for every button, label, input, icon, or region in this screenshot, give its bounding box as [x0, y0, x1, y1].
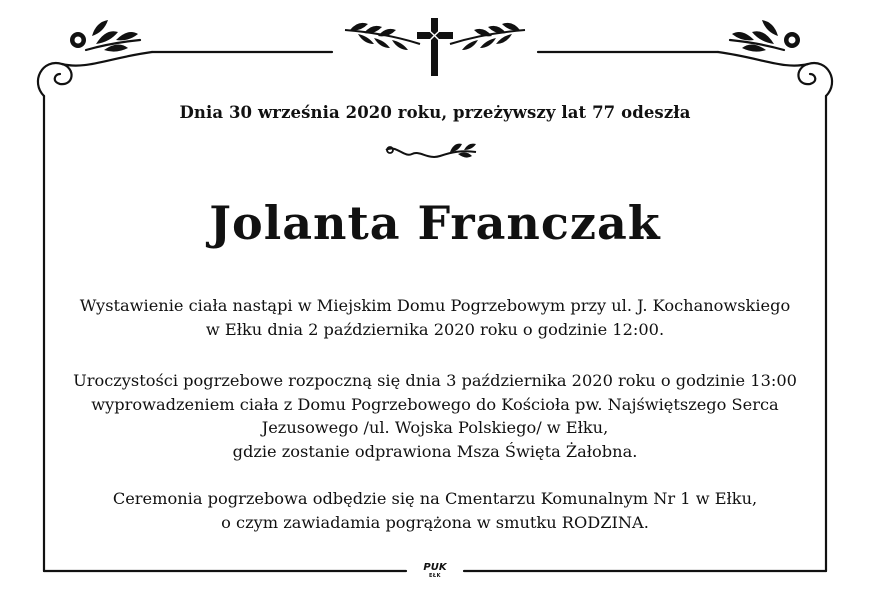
cross-icon: [417, 18, 453, 76]
vine-divider-icon: [386, 144, 476, 158]
puk-logo: [415, 563, 455, 579]
logo-main-text: PUK: [423, 562, 447, 573]
paragraph-line: wyprowadzeniem ciała z Domu Pogrzebowego do Kościoła pw. Najświętszego Serca: [91, 394, 779, 414]
laurel-branch-icon: [450, 23, 525, 50]
laurel-branch-icon: [345, 23, 420, 50]
intro-line: Dnia 30 września 2020 roku, przeżywszy lat 77 odeszła: [179, 103, 691, 122]
ceremony-paragraph: [40, 369, 830, 463]
paragraph-line: gdzie zostanie odprawiona Msza Święta Żałobna.: [232, 441, 638, 461]
paragraph-line: w Ełku dnia 2 października 2020 roku o godzinie 12:00.: [205, 319, 665, 339]
corner-flourish-icon: [718, 20, 832, 96]
deceased-name: Jolanta Franczak: [209, 196, 661, 250]
burial-paragraph: [40, 487, 830, 534]
viewing-paragraph: [40, 294, 830, 341]
corner-flourish-icon: [38, 20, 152, 96]
paragraph-line: Wystawienie ciała nastąpi w Miejskim Domu Pogrzebowym przy ul. J. Kochanowskiego: [79, 296, 791, 315]
paragraph-line: o czym zawiadamia pogrążona w smutku RODZINA.: [221, 512, 649, 532]
paragraph-line: Ceremonia pogrzebowa odbędzie się na Cmentarzu Komunalnym Nr 1 w Ełku,: [112, 489, 758, 508]
paragraph-line: Uroczystości pogrzebowe rozpoczną się dnia 3 października 2020 roku o godzinie 13:00: [73, 371, 797, 390]
logo-sub-text: EŁK: [428, 573, 441, 579]
paragraph-line: Jezusowego /ul. Wojska Polskiego/ w Ełku,: [261, 418, 609, 437]
